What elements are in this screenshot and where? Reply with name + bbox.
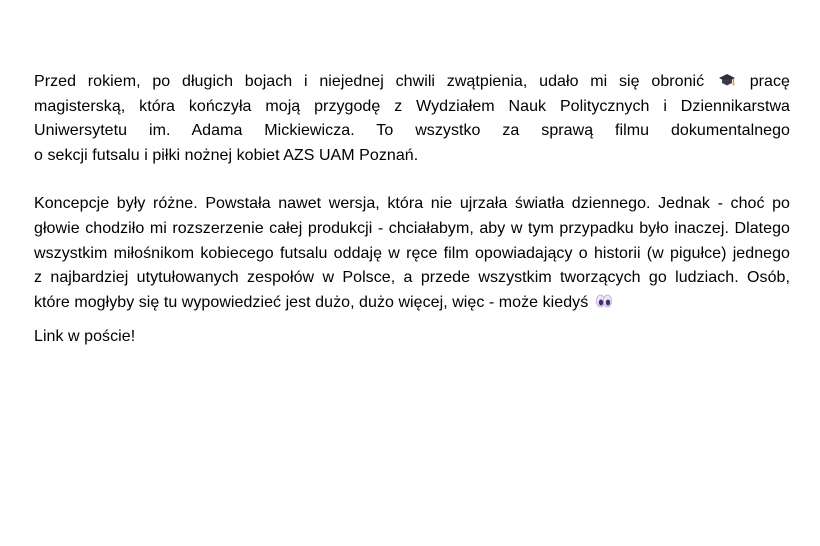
paragraph-2-line-2: głowie chodziło mi rozszerzenie całej produkcji - chciałabym, aby w tym przypadku było inaczej. Dlatego: [34, 219, 790, 237]
eyes-icon: [595, 293, 613, 309]
graduation-cap-icon: [718, 72, 736, 88]
paragraph-2-line-3: wszystkim miłośnikom kobiecego futsalu oddaję w ręce film opowiadający o historii (w pigułce) jednego: [34, 244, 790, 262]
paragraph-1-line-2: magisterską, która kończyła moją przygodę z Wydziałem Nauk Politycznych i Dziennikarstwa: [34, 97, 790, 115]
paragraph-2-line-5: które mogłyby się tu wypowiedzieć jest dużo, dużo więcej, więc - może kiedyś: [34, 291, 790, 316]
paragraph-1-line-3: Uniwersytetu im. Adama Mickiewicza. To wszystko za sprawą filmu dokumentalnego: [34, 122, 790, 140]
paragraph-2-line-1: Koncepcje były różne. Powstała nawet wersja, która nie ujrzała światła dziennego. Jednak - choć po: [34, 195, 790, 213]
paragraph-1-line-1: Przed rokiem, po długich bojach i niejednej chwili zwątpienia, udało mi się obronić pracę: [34, 73, 791, 90]
paragraph-1-line-4: o sekcji futsalu i piłki nożnej kobiet AZS UAM Poznań.: [34, 146, 419, 164]
document-body: [34, 70, 790, 350]
paragraph-2: [34, 192, 790, 315]
paragraph-3-line-1: Link w poście!: [34, 328, 136, 346]
paragraph-3: [34, 325, 790, 350]
paragraph-2-line-4: z najbardziej utytułowanych zespołów w Polsce, a przede wszystkim tworzących go ludziach. Osób,: [34, 269, 790, 287]
paragraph-1: [34, 70, 790, 168]
